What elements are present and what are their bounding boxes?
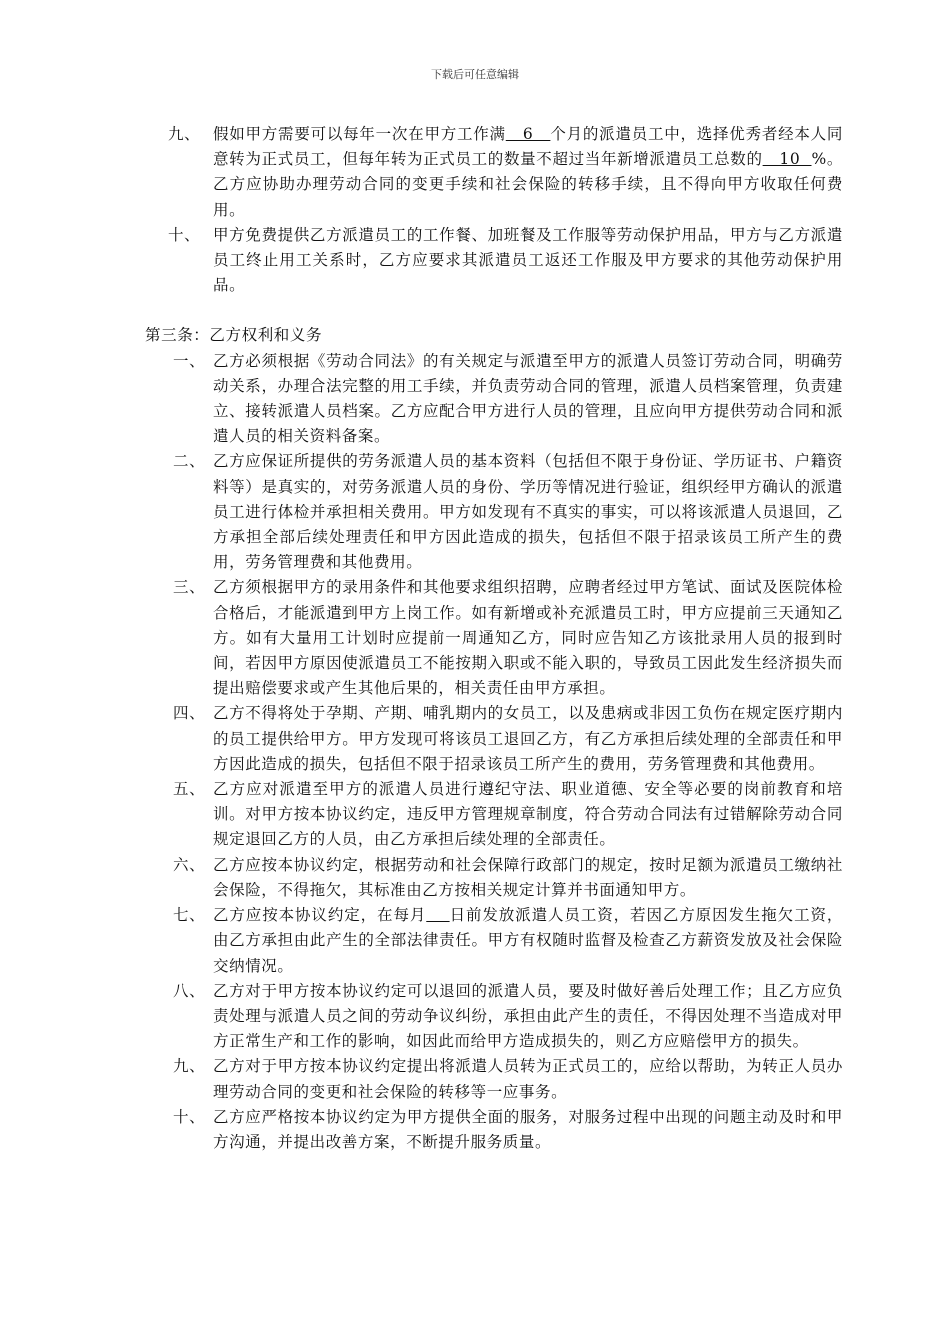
clause-text: %。乙方应协助办理劳动合同的变更手续和社会保险的转移手续，且不得向甲方收取任何费用。	[213, 150, 843, 219]
page-header: 下载后可任意编辑	[431, 68, 519, 81]
clause-text: 乙方对于甲方按本协议约定可以退回的派遣人员，要及时做好善后处理工作；且乙方应负责处理与派遣人员之间的劳动争议纠纷，承担由此产生的责任，不得因处理不当造成对甲方正常生产和工作的影响，如因此而给甲方造成损失的，则乙方应赔偿甲方的损失。	[213, 981, 843, 1051]
clause-text: 乙方应按本协议约定，根据劳动和社会保障行政部门的规定，按时足额为派遣员工缴纳社会保险，不得拖欠，其标准由乙方按相关规定计算并书面通知甲方。	[213, 855, 843, 899]
clause-number: 三、	[173, 578, 206, 597]
clause-number: 六、	[173, 855, 206, 874]
clause-number: 十、	[168, 225, 201, 244]
clause-3-6	[173, 853, 843, 903]
clause-number: 五、	[173, 780, 206, 799]
clause-text: 乙方应保证所提供的劳务派遣人员的基本资料（包括但不限于身份证、学历证书、户籍资料等）是真实的，对劳务派遣人员的身份、学历等情况进行验证，组织经甲方确认的派遣员工进行体检并承担相关费用。甲方如发现有不真实的事实，可以将该派遣人员退回，乙方承担全部后续处理责任和甲方因此造成的损失，包括但不限于招录该员工所产生的费用，劳务管理费和其他费用。	[213, 452, 843, 572]
clause-text: 乙方应按本协议约定，在每月	[213, 906, 427, 925]
percent-blank: 10	[762, 150, 812, 169]
clause-text: 假如甲方需要可以每年一次在甲方工作满	[213, 125, 506, 143]
clause-text: 乙方应对派遣至甲方的派遣人员进行遵纪守法、职业道德、安全等必要的岗前教育和培训。对甲方按本协议约定，违反甲方管理规章制度，符合劳动合同法有过错解除劳动合同规定退回乙方的人员，由乙方承担后续处理的全部责任。	[213, 780, 843, 849]
clause-text: 乙方必须根据《劳动合同法》的有关规定与派遣至甲方的派遣人员签订劳动合同，明确劳动关系，办理合法完整的用工手续，并负责劳动合同的管理，派遣人员档案管理，负责建立、接转派遣人员档案。乙方应配合甲方进行人员的管理，且应向甲方提供劳动合同和派遣人员的相关资料备案。	[213, 351, 843, 446]
clause-3-8	[173, 979, 843, 1055]
clause-number: 八、	[173, 981, 206, 1000]
payday-blank	[426, 906, 449, 924]
document-body	[0, 122, 950, 1155]
clause-3-3	[173, 575, 843, 701]
clause-number: 十、	[173, 1107, 206, 1126]
clause-number: 四、	[173, 704, 206, 723]
clause-text: 乙方应严格按本协议约定为甲方提供全面的服务，对服务过程中出现的问题主动及时和甲方沟通，并提出改善方案，不断提升服务质量。	[213, 1107, 843, 1151]
clause-3-1	[173, 349, 843, 450]
clause-text: 乙方须根据甲方的录用条件和其他要求组织招聘，应聘者经过甲方笔试、面试及医院体检合格后，才能派遣到甲方上岗工作。如有新增或补充派遣员工时，甲方应提前三天通知乙方。如有大量用工计划时应提前一周通知乙方，同时应告知乙方该批录用人员的报到时间，若因甲方原因使派遣员工不能按期入职或不能入职的，导致员工因此发生经济损失而提出赔偿要求或产生其他后果的，相关责任由甲方承担。	[213, 578, 843, 698]
clause-text: 日前发放派遣人员工资，若因乙方原因发生拖欠工资，由乙方承担由此产生的全部法律责任。甲方有权随时监督及检查乙方薪资发放及社会保险交纳情况。	[213, 906, 843, 975]
clause-3-5	[173, 777, 843, 853]
clause-number: 一、	[173, 351, 206, 370]
clause-3-4	[173, 701, 843, 777]
clause-a-10	[168, 223, 843, 299]
clause-text: 乙方不得将处于孕期、产期、哺乳期内的女员工，以及患病或非因工负伤在规定医疗期内的员工提供给甲方。甲方发现可将该员工退回乙方，有乙方承担后续处理的全部责任和甲方因此造成的损失，包括但不限于招录该员工所产生的费用，劳务管理费和其他费用。	[213, 704, 843, 773]
clause-number: 二、	[173, 452, 206, 471]
clause-3-10	[173, 1105, 843, 1155]
clause-a-9	[168, 122, 843, 223]
section-title: 第三条：乙方权利和义务	[145, 326, 323, 345]
clause-3-7	[173, 903, 843, 979]
clause-3-9	[173, 1054, 843, 1104]
clause-3-2	[173, 449, 843, 575]
months-blank: 6	[505, 125, 551, 143]
clause-number: 九、	[173, 1057, 206, 1076]
clause-number: 九、	[168, 125, 201, 143]
clause-text: 甲方免费提供乙方派遣员工的工作餐、加班餐及工作服等劳动保护用品，甲方与乙方派遣员工终止用工关系时，乙方应要求其派遣员工返还工作服及甲方要求的其他劳动保护用品。	[213, 225, 843, 295]
clause-number: 七、	[173, 906, 206, 925]
clause-text: 乙方对于甲方按本协议约定提出将派遣人员转为正式员工的，应给以帮助，为转正人员办理劳动合同的变更和社会保险的转移等一应事务。	[213, 1057, 843, 1101]
clause-text: 个月的派遣员工中，选择优秀者经本人同意转为正式员工，但每年转为正式员工的数量不超过当年新增派遣员工总数的	[213, 125, 843, 169]
